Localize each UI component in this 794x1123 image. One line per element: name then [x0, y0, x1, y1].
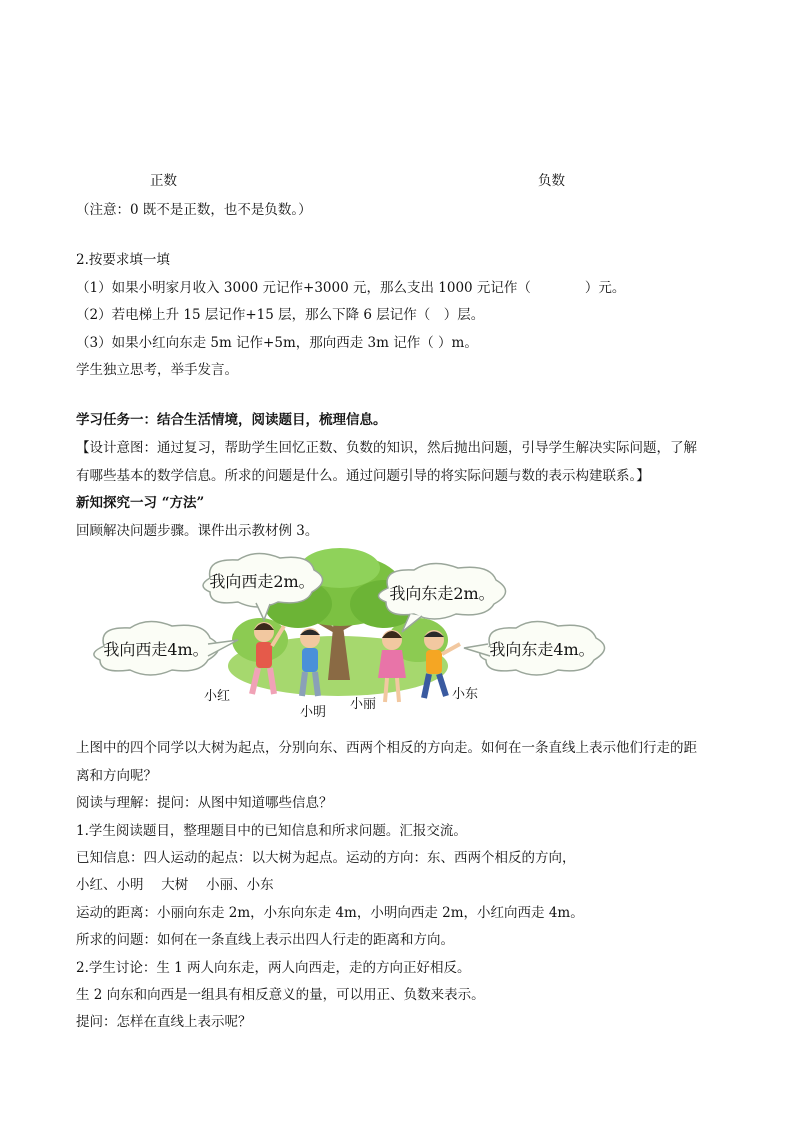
task-heading: 学习任务一：结合生活情境，阅读题目，梳理信息。 — [76, 412, 387, 428]
name-xiaohong: 小红 — [204, 689, 231, 704]
note-zero: （注意：0 既不是正数，也不是负数。） — [76, 202, 312, 218]
section-title: 新知探究一习 “方法” — [76, 495, 205, 511]
bubble-text-1: 我向西走2m。 — [209, 572, 315, 591]
name-xiaoming: 小明 — [300, 705, 327, 720]
design-intent-line-2: 有哪些基本的数学信息。所求的问题是什么。通过问题引导的将实际问题与数的表示构建联系。】 — [76, 468, 650, 484]
bubble-east-4m — [464, 621, 605, 675]
label-negative: 负数 — [538, 173, 565, 189]
exercise-item-1: （1）如果小明家月收入 3000 元记作+3000 元，那么支出 1000 元记作（ ）元。 — [76, 280, 626, 296]
body-p1-line-1: 上图中的四个同学以大树为起点，分别向东、西两个相反的方向走。如何在一条直线上表示他们行走的距 — [76, 740, 697, 756]
body-p1-line-2: 离和方向呢？ — [76, 768, 157, 784]
bubble-text-2: 我向东走2m。 — [389, 584, 495, 603]
textbook-illustration — [88, 548, 616, 720]
label-positive: 正数 — [150, 173, 177, 189]
exercise-item-3: （3）如果小红向东走 5m 记作+5m，那向西走 3m 记作（ ）m。 — [76, 335, 478, 351]
exercise-title: 2.按要求填一填 — [76, 252, 170, 268]
bubble-text-3: 我向西走4m。 — [103, 640, 209, 659]
body-step-1: 1.学生阅读题目，整理题目中的已知信息和所求问题。汇报交流。 — [76, 823, 467, 839]
bubble-text-4: 我向东走4m。 — [489, 640, 595, 659]
body-groups: 小红、小明 大树 小丽、小东 — [76, 877, 274, 893]
body-question-1: 阅读与理解：提问：从图中知道哪些信息？ — [76, 795, 333, 811]
name-xiaodong: 小东 — [452, 687, 479, 702]
exercise-after: 学生独立思考，举手发言。 — [76, 362, 238, 378]
exercise-item-2: （2）若电梯上升 15 层记作+15 层，那么下降 6 层记作（ ）层。 — [76, 307, 485, 323]
design-intent-line-1: 【设计意图：通过复习，帮助学生回忆正数、负数的知识，然后抛出问题，引导学生解决实际问题，了解 — [76, 440, 697, 456]
body-question-sought: 所求的问题：如何在一条直线上表示出四人行走的距离和方向。 — [76, 932, 454, 948]
body-distance: 运动的距离：小丽向东走 2m，小东向东走 4m，小明向西走 2m，小红向西走 4m。 — [76, 905, 584, 921]
body-step-2: 2.学生讨论：生 1 两人向东走，两人向西走，走的方向正好相反。 — [76, 960, 471, 976]
body-question-2: 提问：怎样在直线上表示呢？ — [76, 1014, 252, 1030]
name-xiaoli: 小丽 — [350, 697, 377, 712]
review-line: 回顾解决问题步骤。课件出示教材例 3。 — [76, 523, 319, 539]
body-known-info: 已知信息：四人运动的起点：以大树为起点。运动的方向：东、西两个相反的方向， — [76, 850, 576, 866]
body-step-3: 生 2 向东和向西是一组具有相反意义的量，可以用正、负数来表示。 — [76, 987, 485, 1003]
bubble-west-4m — [94, 621, 238, 675]
